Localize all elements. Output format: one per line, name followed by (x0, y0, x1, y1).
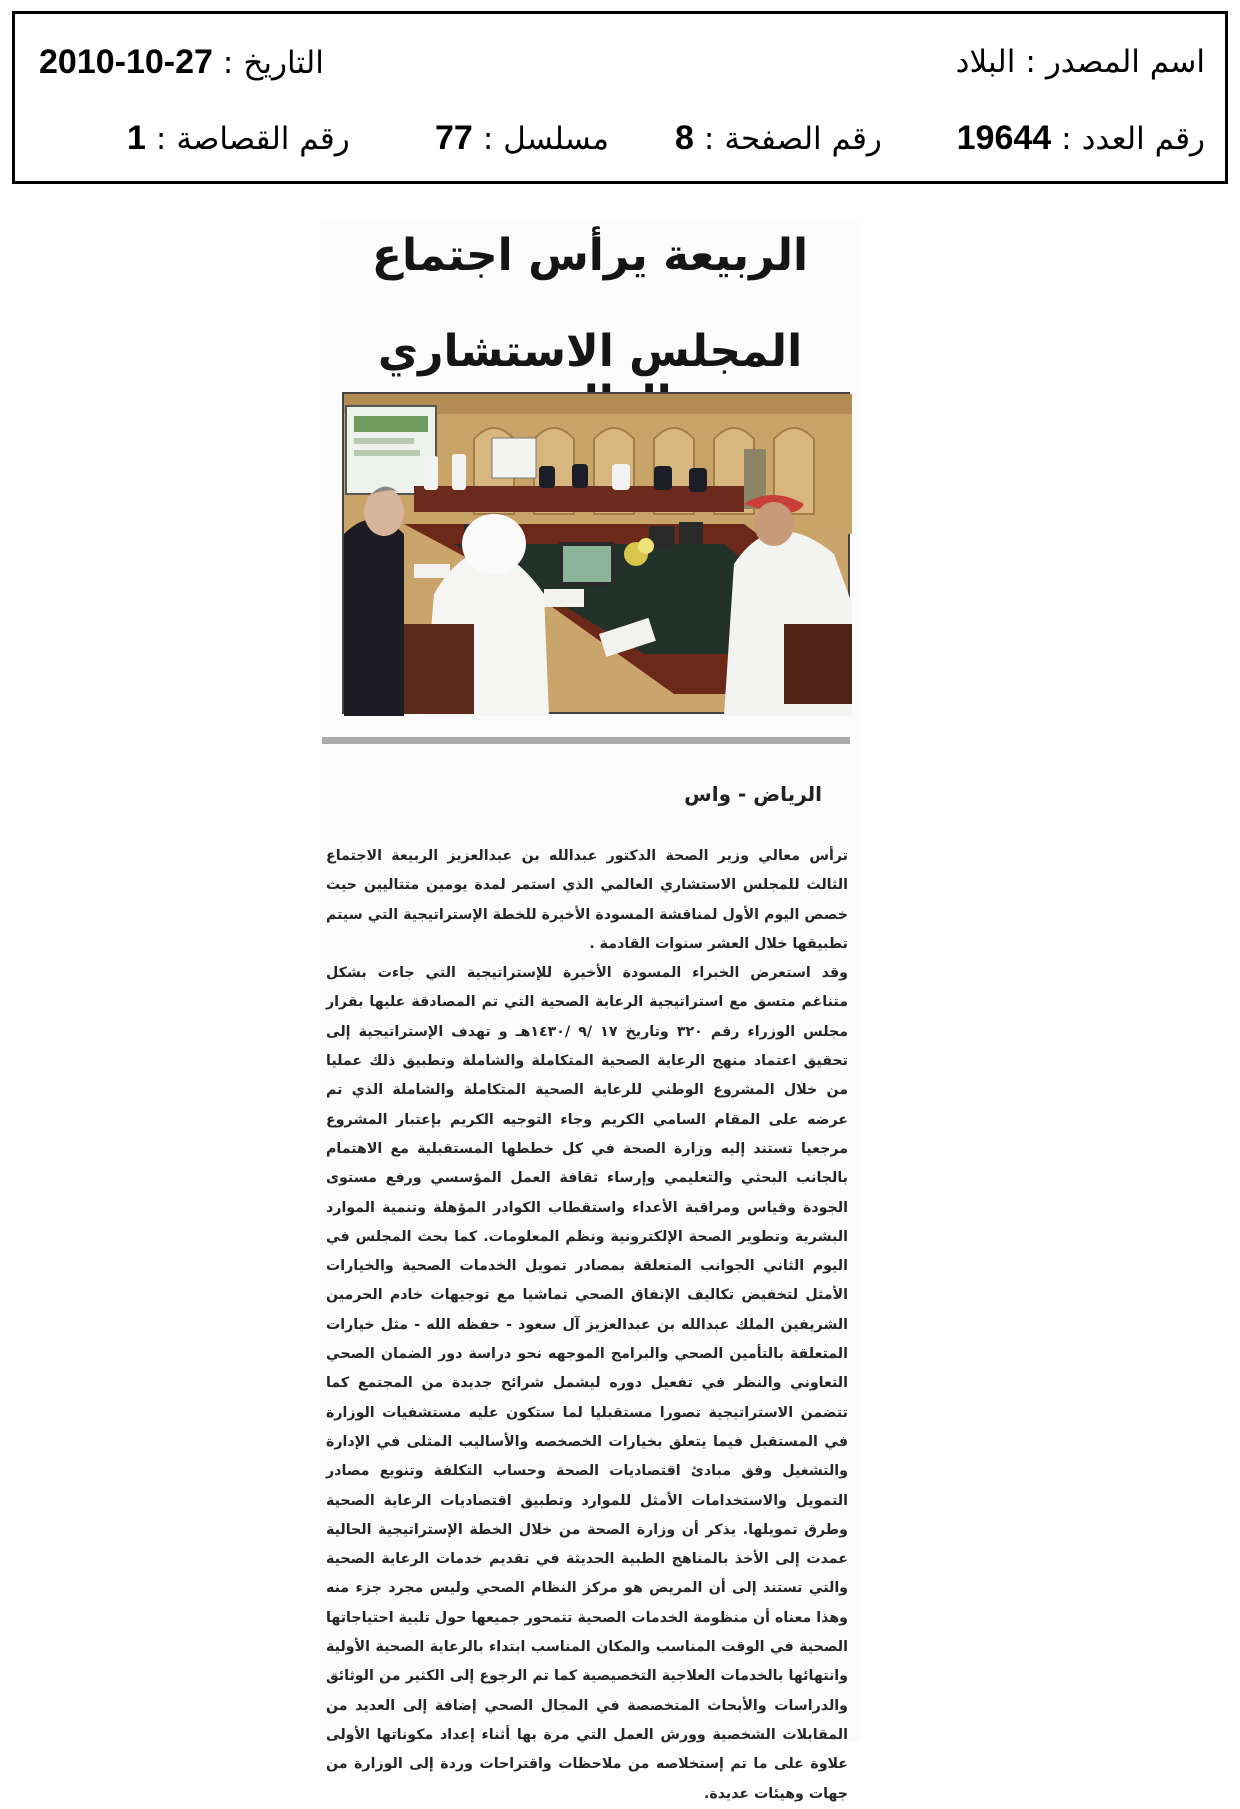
serial-field (435, 118, 609, 159)
meeting-photo-illustration (344, 394, 852, 716)
article-paragraph-1: ترأس معالي وزير الصحة الدكتور عبدالله بن عبدالعزيز الربيعة الاجتماع الثالث للمجلس الاستشاري العالمي الذي استمر لمدة يومين متتاليين حيث خصص اليوم الأول لمناقشة المسودة الأخيرة للخطة الإستراتيجية التي سيتم تطبيقها خلال العشر سنوات القادمة . (326, 848, 848, 952)
page-label: رقم الصفحة (724, 121, 882, 157)
issue-label: رقم العدد (1081, 121, 1205, 157)
article-paragraph-2: وقد استعرض الخبراء المسودة الأخيرة للإستراتيجية التي جاءت بشكل متناغم متسق مع استراتيجية الرعاية الصحية التي تم المصادقة عليها بقرار مجلس الوزراء رقم ٣٢٠ وتاريخ ١٧ /٩ /١٤٣٠هـ و تهدف الإستراتيجية إلى تحقيق اعتماد منهج الرعاية الصحية المتكاملة والشاملة وتطبيق ذلك عمليا من خلال المشروع الوطني للرعاية الصحية المتكاملة والشاملة الذي تم عرضه على المقام السامي الكريم وجاء التوجيه الكريم بإعتبار المشروع مرجعيا تستند إليه وزارة الصحة في كل خططها المستقبلية مع الاهتمام بالجانب البحثي والتعليمي وإرساء ثقافة العمل المؤسسي ورفع مستوى الجودة وقياس ومراقبة الأعداء واستقطاب الكوادر المؤهلة وتنمية الموارد البشرية وتطوير الصحة الإلكترونية ونظم المعلومات. كما بحث المجلس في اليوم الثاني الجوانب المتعلقة بمصادر تمويل الخدمات الصحية والخيارات الأمثل لتخفيض تكاليف الإنفاق الصحي تماشيا مع توجيهات خادم الحرمين الشريفين الملك عبدالله بن عبدالعزيز آل سعود - حفظه الله - مثل خيارات المتعلقة بالتأمين الصحي والبرامج الموجهه نحو دراسة دور الضمان الصحي التعاوني والنظر في تفعيل دوره ليشمل شرائح جديدة من المجتمع كما تتضمن الاستراتيجية تصورا مستقبليا لما ستكون عليه مستشفيات الوزارة في المستقبل فيما يتعلق بخيارات الخصخصه والأساليب المثلى في الإدارة والتشغيل وفق مبادئ اقتصاديات الصحة وحساب التكلفة وتنويع مصادر التمويل والاستخدامات الأمثل للموارد وتطبيق اقتصاديات الرعاية الصحية وطرق تمويلها. يذكر أن وزارة الصحة من خلال الخطة الإستراتيجية الحالية عمدت إلى الأخذ بالمناهج الطبية الحديثة في تقديم خدمات الرعاية الصحية والتي تستند إلى أن المريض هو مركز النظام الصحي وليس مجرد جزء منه وهذا معناه أن منظومة الخدمات الصحية تتمحور جميعها حول تلبية احتياجاتها الصحية في الوقت المناسب والمكان المناسب ابتداء بالرعاية الصحية الأولية وانتهائها بالخدمات العلاجية التخصيصية كما تم الرجوع إلى الكثير من الوثائق والدراسات والأبحاث المتخصصة في المجال الصحي إضافة إلى العديد من المقابلات الشخصية وورش العمل التي مرة بها أثناء إعداد مكوناتها الأولى علاوة على ما تم إستخلاصه من ملاحظات واقتراحات وردة إلى الوزارة من جهات وهيئات عديدة. (326, 965, 849, 1802)
metadata-row-1 (15, 42, 1225, 102)
serial-label: مسلسل (503, 121, 609, 157)
separator: : (222, 45, 234, 81)
serial-value: 77 (435, 119, 473, 157)
source-label: اسم المصدر (1045, 44, 1205, 80)
divider-rule (322, 737, 850, 744)
source-value: البلاد (955, 44, 1016, 80)
separator: : (482, 121, 494, 157)
headline-line-2: المجلس الاستشاري (377, 326, 803, 377)
page-value: 8 (675, 119, 694, 157)
clip-value: 1 (127, 119, 146, 157)
article-body (326, 842, 848, 1809)
issue-field (957, 118, 1205, 159)
separator: : (703, 121, 715, 157)
date-label: التاريخ (243, 45, 324, 81)
issue-value: 19644 (956, 119, 1052, 157)
clip-field (127, 118, 350, 159)
separator: : (1025, 44, 1036, 80)
headline-line-1: الربيعة يرأس اجتماع (371, 230, 809, 281)
date-field (39, 42, 324, 83)
news-clipping (320, 222, 860, 1802)
separator: : (1061, 121, 1072, 157)
meeting-photo (342, 392, 850, 714)
page-field (675, 118, 882, 159)
dateline: الرياض - واس (684, 782, 822, 806)
metadata-row-2 (15, 118, 1225, 178)
clip-label: رقم القصاصة (176, 121, 350, 157)
metadata-header (12, 11, 1228, 184)
separator: : (155, 121, 167, 157)
source-field (956, 42, 1205, 82)
date-value: 2010-10-27 (39, 43, 213, 81)
